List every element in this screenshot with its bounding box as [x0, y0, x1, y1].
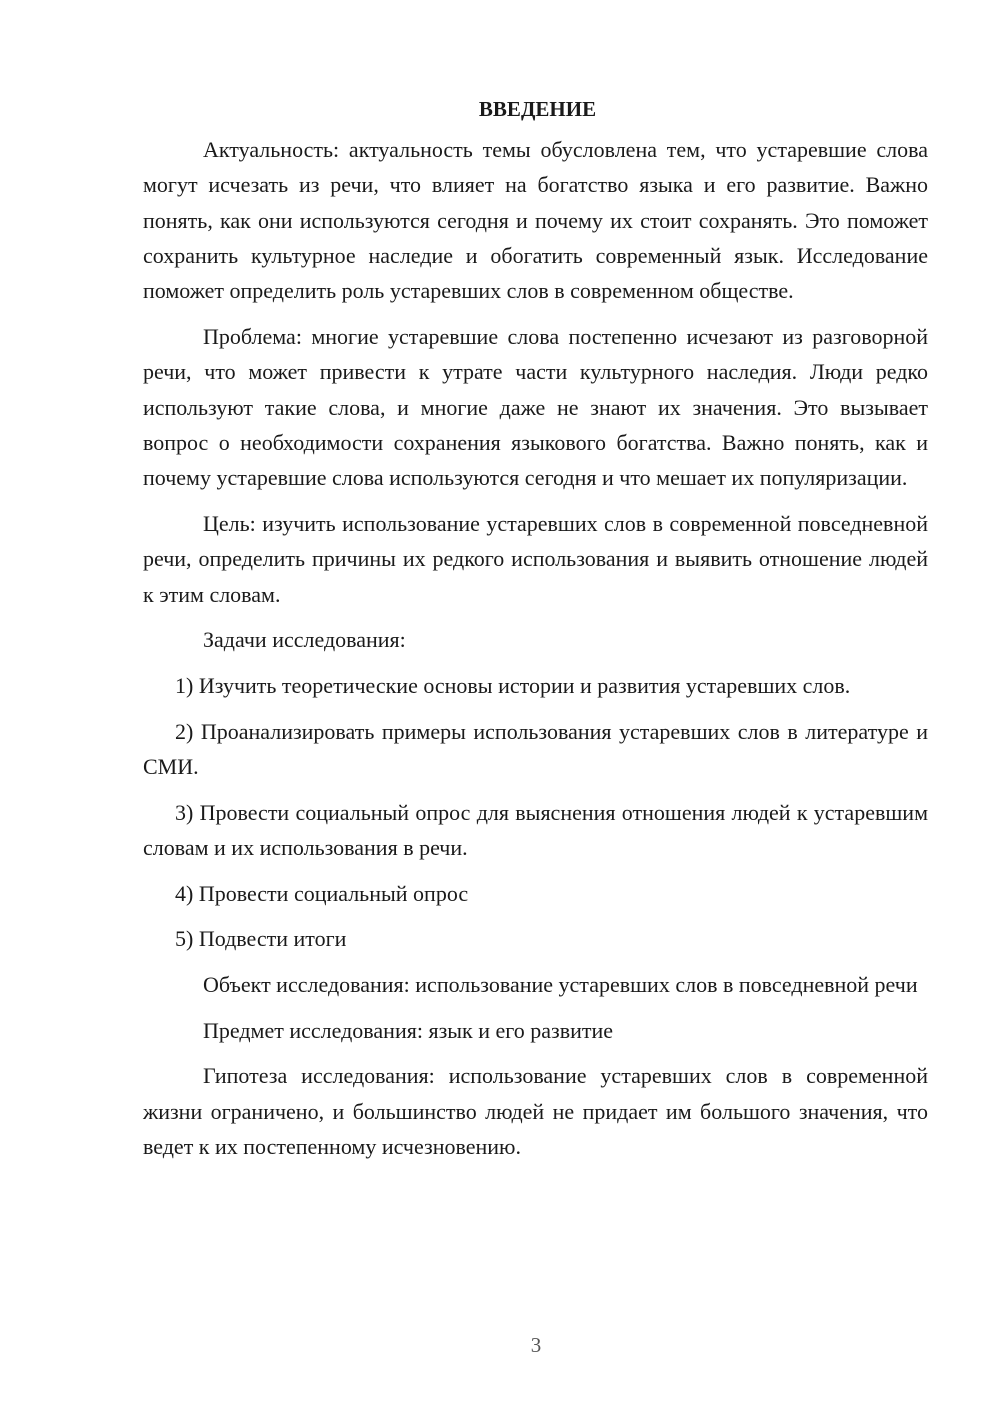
goal-paragraph: Цель: изучить использование устаревших слов в современной повседневной речи, определить причины их редкого использования и выявить отношение людей к этим словам.	[143, 510, 928, 607]
page-number: 3	[530, 1333, 542, 1357]
task-item-4: 4) Провести социальный опрос	[175, 881, 469, 907]
task-item-5: 5) Подвести итоги	[175, 926, 347, 952]
tasks-heading: Задачи исследования:	[203, 627, 406, 653]
task-item-3: 3) Провести социальный опрос для выяснения отношения людей к устаревшим словам и их использования в речи.	[143, 800, 928, 861]
relevance-paragraph: Актуальность: актуальность темы обусловлена тем, что устаревшие слова могут исчезать из речи, что влияет на богатство языка и его развитие. Важно понять, как они используются сегодня и почему их стоит сохранять. Это поможет сохранить культурное наследие и обогатить современный язык. Исследование поможет определить роль устаревших слов в современном обществе.	[143, 137, 928, 304]
object-paragraph: Объект исследования: использование устаревших слов в повседневной речи	[203, 971, 918, 997]
page-body	[143, 92, 928, 1175]
task-item-1: 1) Изучить теоретические основы истории и развития устаревших слов.	[175, 673, 851, 699]
problem-paragraph: Проблема: многие устаревшие слова постепенно исчезают из разговорной речи, что может привести к утрате части культурного наследия. Люди редко используют такие слова, и многие даже не знают их значения. Это вызывает вопрос о необходимости сохранения языкового богатства. Важно понять, как и почему устаревшие слова используются сегодня и что мешает их популяризации.	[143, 323, 928, 491]
subject-paragraph: Предмет исследования: язык и его развитие	[203, 1017, 614, 1043]
task-item-2: 2) Проанализировать примеры использования устаревших слов в литературе и СМИ.	[143, 718, 928, 780]
section-title: ВВЕДЕНИЕ	[478, 97, 597, 121]
hypothesis-paragraph: Гипотеза исследования: использование устаревших слов в современной жизни ограничено, и большинство людей не придает им большого значения, что ведет к их постепенному исчезновению.	[143, 1063, 928, 1159]
